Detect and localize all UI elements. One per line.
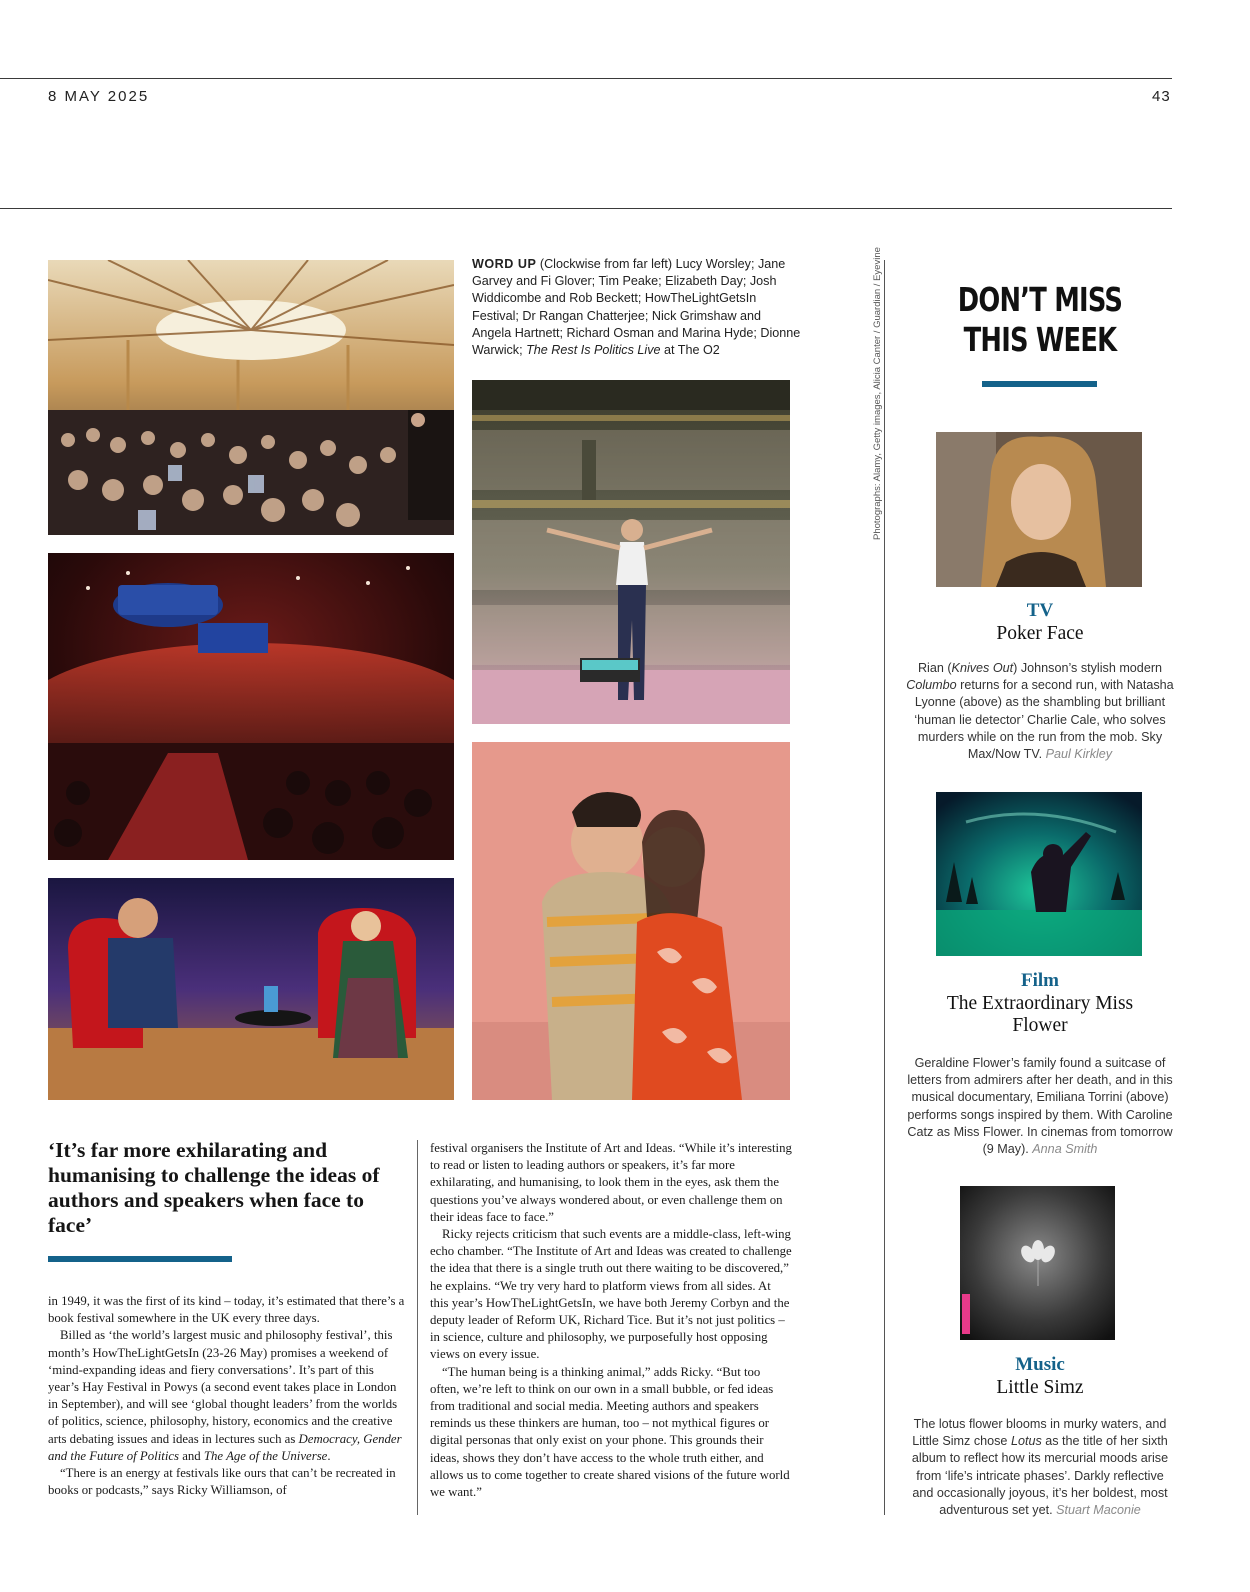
header-bottom-rule [0,208,1172,209]
photo-lotus-album [960,1186,1115,1340]
article-paragraph: Ricky rejects criticism that such events are a middle-class, left-wing echo chamber. “The Institute of Art and Ideas was created to challenge the idea that there is a single truth out there waiting to be discovered,” he explains. “We try very hard to platform views from all sides. At this year’s HowTheLightGetsIn, we have both Jeremy Corbyn and the deputy leader of Reform UK, Richard Tice. But it’s not just politics – in science, culture and philosophy, we purposefully host opposing views on every issue. [430,1227,792,1362]
article-column-1 [48,1293,408,1499]
article-paragraph: Billed as ‘the world’s largest music and philosophy festival’, this month’s HowTheLightGetsIn (23-26 May) promises a weekend of ‘mind-expanding ideas and fiery conversations’. It’s part of this year’s Hay Festival in Powys (a second event takes place in London in September), and will see ‘global thought leaders’ from the worlds of politics, science, philosophy, history, economics and the creative arts debating issues and ideas in lectures such as Democracy, Gender and the Future of Politics and The Age of the Universe. [48,1328,402,1463]
film-category: Film [1021,970,1059,991]
article-column-2 [430,1140,792,1501]
issue-date: 8 MAY 2025 [48,88,150,105]
photo-theatre-performer [472,380,790,724]
page-number: 43 [1152,88,1171,105]
tv-title: Poker Face [996,623,1084,644]
photo-credit: Photographs: Alamy, Getty images, Alicia Canter / Guardian / Eyevine [872,247,883,540]
pull-quote-bar [48,1256,232,1262]
music-title: Little Simz [996,1377,1084,1398]
sidebar-divider [884,260,885,1515]
photo-stage-armchairs [48,878,454,1100]
music-category: Music [1015,1354,1065,1375]
film-blurb: Geraldine Flower’s family found a suitcase of letters from admirers after her death, and in this musical documentary, Emiliana Torrini (above) performs songs inspired by them. With Caroline Catz as Miss Flower. In cinemas from tomorrow (9 May). Anna Smith [907,1056,1173,1157]
photo-caption: WORD UP (Clockwise from far left) Lucy Worsley; Jane Garvey and Fi Glover; Tim Peake; Elizabeth Day; Josh Widdicombe and Rob Beckett; HowTheLightGetsIn Festival; Dr Rangan Chatterjee; Nick Grimshaw and Angela Hartnett; Richard Osman and Marina Hyde; Dionne Warwick; The Rest Is Politics Live at The O2 [472,257,801,358]
photo-poker-face [936,432,1142,587]
article-paragraph: festival organisers the Institute of Art and Ideas. “While it’s interesting to read or listen to leading authors or speakers, it’s far more exhilarating, and humanising, to look them in the eyes, ask them the questions you’ve always wondered about, or even challenge them on their ideas face to face.” [430,1141,792,1224]
film-title: The Extraordinary Miss Flower [946,993,1134,1036]
sidebar-title-bar [982,381,1097,387]
article-paragraph: “The human being is a thinking animal,” adds Ricky. “But too often, we’re left to think on our own in a small bubble, or fed ideas from traditional and social media. Meeting authors and speakers reminds us these thinkers are human, too – not mythical figures or digital personas that only exist on your phone. This grounds their ideas, shows they don’t have access to the whole truth either, and allows us to come together to create shared visions of the future world we want.” [430,1364,790,1500]
pull-quote: ‘It’s far more exhilarating and humanising to challenge the ideas of authors and speakers when face to face’ [48,1138,380,1237]
music-blurb: The lotus flower blooms in murky waters, and Little Simz chose Lotus as the title of her sixth album to reflect how its mercurial moods arise from ‘life’s intricate phases’. Darkly reflective and occasionally joyous, it’s her boldest, most adventurous set yet. Stuart Maconie [911,1417,1169,1518]
photo-miss-flower [936,792,1142,956]
article-paragraph: in 1949, it was the first of its kind – today, it’s estimated that there’s a book festival somewhere in the UK every three days. [48,1294,405,1326]
tv-blurb: Rian (Knives Out) Johnson’s stylish modern Columbo returns for a second run, with Natasha Lyonne (above) as the shambling but brilliant ‘human lie detector’ Charlie Cale, who solves murders while on the run from the mob. Sky Max/Now TV. Paul Kirkley [906,661,1174,762]
photo-pink-portrait [472,742,790,1100]
sidebar-title: DON’T MISS THIS WEEK [957,280,1123,359]
photo-yurt-audience [48,260,454,535]
photo-arena-o2 [48,553,454,860]
article-paragraph: “There is an energy at festivals like ours that can’t be recreated in books or podcasts,” says Ricky Williamson, of [48,1466,396,1498]
top-rule [0,78,1172,79]
column-rule [417,1140,418,1515]
tv-category: TV [1026,600,1054,621]
